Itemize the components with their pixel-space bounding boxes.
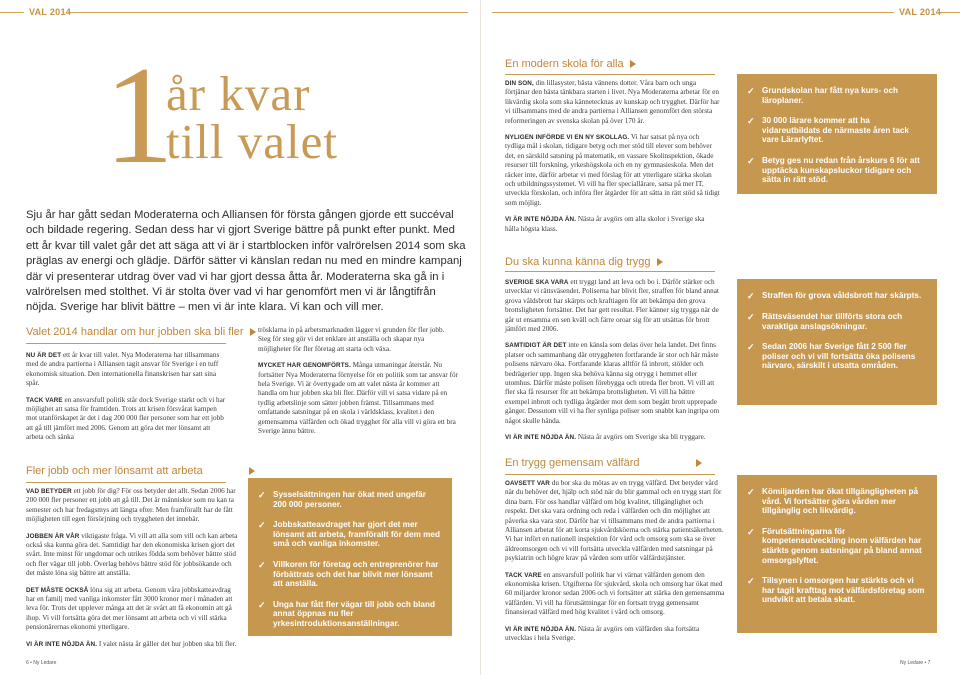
paragraph-text: en ansvarsfull politik har vi värnat välfärden genom den ekonomiska krisen. Utgifterna för sjukvård, skola och omsorg har ökat med 60 miljarder kronor sedan 2006 och vi fortsätter att stärka den gemensamma välfärden. Vi vill ha förutsättningar för en fortsatt trygg gemensamt finansierad välfärd med hög kvalitet i vård och omsorg. [505,570,725,617]
section-rule [505,74,715,75]
running-header-right: VAL 2014 [899,7,942,17]
paragraph [505,625,727,644]
paragraph-label: DIN SON, [505,80,534,87]
section-rule [26,343,226,344]
checkmark-icon: ✓ [747,155,755,166]
paragraph-text: löna sig att arbeta. Genom våra jobbskatteavdrag har en familj med vanliga inkomster fått 3000 kronor mer i månaden att leva för. Trots det upplever många att det är svårt att få ekonomin att gå ihop. Vi vill fortsätta göra det mer lönsamt att arbeta och vi vill stärka pensionärernas ekonomi ytterligare. [26,585,233,632]
running-header-left: VAL 2014 [29,7,72,17]
paragraph-label: VI ÄR INTE NÖJDA ÄN. [505,216,577,224]
section-heading-welfare [505,457,702,469]
hero-line-1: år kvar [166,66,311,121]
paragraph-text: Nästa år avgörs om Sverige ska bli tryggare. [577,433,706,442]
checkmark-icon: ✓ [747,526,755,537]
fact-text: Grundskolan har fått nya kurs- och läroplaner. [762,86,899,105]
paragraph-label: DET MÅSTE OCKSÅ [26,586,89,594]
fact-text: 30 000 lärare kommer att ha vidareutbildats de närmaste åren tack vare Lärarlyftet. [762,116,909,145]
paragraph-text: viktigaste fråga. Vi vill att alla som vill och kan arbeta också ska kunna göra det. Samtidigt har den ekonomiska krisen gjort det svårt. Inte minst för ungdomar och utrikes födda som behöver bättre stöd och fler vägar till jobb. Överlag behövs bättre stöd för jobbsökande och det måste löna sig bättre att anställa. [26,531,238,578]
fact-text: Sedan 2006 har Sverige fått 2 500 fler poliser och vi vill fortsätta öka polisens närvaro, särskilt i utsatta områden. [762,342,916,371]
paragraph [505,133,720,208]
jobs-col-1 [26,351,226,450]
fact-item [258,560,440,589]
arrow-right-icon [696,459,702,467]
fact-text: Villkoren för företag och entreprenörer har förbättrats och det har blivit mer lönsamt att anställa. [273,559,439,589]
paragraph-label: MYCKET HAR GENOMFÖRTS. [258,362,351,370]
section-rule [26,482,226,483]
arrow-right-icon [630,60,636,68]
section-heading-text: Valet 2014 handlar om hur jobben ska bli fler [26,326,244,338]
paragraph-text: I valet nästa år gäller det hur jobben ska bli fler. [98,639,237,648]
jobs-col-2 [258,326,458,443]
paragraph-text: Många utmaningar återstår. Nu fortsätter Nya Moderaterna förnyelse för en politik som tar ansvar för hela Sverige. Vi är övertygade om att valet nästa år kommer att handla om hur jobben ska bli fler. Därför vill vi satsa vidare på en tydlig arbetslinje som sätter jobben främst. Tillsammans med omfattande satsningar på en skola i världsklass, kvalitet i den gemensamma välfärden och ökad trygghet för alla vill vi göra ett bra Sverige ännu bättre. [258,361,458,436]
fact-item [747,487,925,516]
section-heading-text: Du ska kunna känna dig trygg [505,256,651,268]
arrow-right-icon [249,467,255,475]
fact-item [747,312,925,331]
paragraph-label: NYLIGEN INFÖRDE VI EN NY SKOLLAG. [505,134,630,142]
paragraph-label: TACK VARE [505,571,542,579]
checkmark-icon: ✓ [258,520,266,531]
fact-item [747,527,925,565]
fact-item [747,86,925,105]
facts-box-school [737,74,937,194]
fact-text: Förutsättningarna för kompetensutveckling inom välfärden har stärkts genom satsningar på bland annat omsorgslyftet. [762,526,922,565]
fact-text: Tillsynen i omsorgen har stärkts och vi har tagit krafttag mot välfärdsföretag som undvikit att betala skatt. [762,576,925,605]
fact-item [747,116,925,145]
fact-item [747,576,925,605]
header-rule [492,12,894,13]
safety-body [505,278,720,450]
page-footer-right: Ny Ledare • 7 [900,660,931,666]
checkmark-icon: ✓ [747,487,755,497]
checkmark-icon: ✓ [258,599,266,610]
paragraph [258,361,458,436]
section-heading-text: En modern skola för alla [505,58,624,70]
section-rule [505,474,715,475]
fact-item [747,291,925,301]
fact-item [258,600,440,629]
paragraph [505,215,720,234]
checkmark-icon: ✓ [747,312,755,322]
page-footer-left: 6 • Ny Ledare [26,660,57,666]
paragraph [26,487,238,525]
paragraph-label: VI ÄR INTE NÖJDA ÄN. [505,434,577,442]
arrow-right-icon [250,328,256,336]
paragraph [505,479,727,564]
fact-text: Betyg ges nu redan från årskurs 6 för att upptäcka kunskapsluckor tidigare och sätta in rätt stöd. [762,155,920,185]
fact-text: Kömiljarden har ökat tillgängligheten på vård. Vi fortsätter göra vården mer tillgänglig och likvärdig. [762,487,919,516]
checkmark-icon: ✓ [747,86,755,96]
facts-box-welfare [737,475,937,633]
paragraph-label: SVERIGE SKA VARA [505,279,569,286]
paragraph [505,79,720,126]
paragraph [26,351,226,389]
school-body [505,79,720,241]
paragraph-label: VI ÄR INTE NÖJDA ÄN. [505,625,577,633]
fact-text: Straffen för grova våldsbrott har skärpts. [762,291,922,300]
arrow-right-icon [657,258,663,266]
paragraph-label: NU ÄR DET [26,352,62,359]
paragraph-text: din lillasyster, bästa vännens dotter. Våra barn och unga förtjänar den bästa tänkbara starten i livet. Nya Moderaterna arbetar för en likvärdig skola som ska kännetecknas av kunskap och trygghet. Därför har vi tillsammans med de andra partierna i Alliansen genomfört den största reformeringen av svenska skolan på över 170 år. [505,79,720,125]
fact-item [747,342,925,371]
header-rule [938,12,960,13]
section-heading-text: En trygg gemensam välfärd [505,457,640,469]
fact-item [258,520,440,549]
paragraph-label: OAVSETT VAR [505,480,550,487]
paragraph [505,571,727,618]
checkmark-icon: ✓ [747,342,755,353]
fact-text: Sysselsättningen har ökat med ungefär 200 000 personer. [273,490,426,509]
checkmark-icon: ✓ [258,490,266,500]
paragraph-text: Vi har satsat på nya och tydliga mål i skolan, tidigare betyg och mer stöd till elever som behöver det, en särskild satsning på matematik, en vassare Skolinspektion, ökade resurser till forskning, yrkeshögskola och en ny gymnasieskola. Men det räcker inte, därför arbetar vi med förslag för att ytterligare stärka skolan och utbildningssystemet. Vi vill ha fler speciallärare, satsa på mer IT, utveckla förskolan, och införa fler åtgärder för att sätta in rätt stöd så tidigt som möjligt. [505,133,720,207]
facts-box-safety [737,279,937,405]
paragraph-text: en ansvarsfull politik står dock Sverige starkt och vi har möjlighet att satsa för framtiden. Trots att krisen försvårat kampen mot utanförskapet är det i dag 200 000 fler personer som har ett jobb att gå till jämfört med 2006. Genom att göra det mer lönsamt att arbeta och sänka [26,395,226,442]
paragraph-label: SAMTIDIGT ÄR DET [505,342,567,350]
section-heading-jobs [26,326,256,338]
paragraph-text: Nästa år avgörs om alla skolor i Sverige ska hålla högsta klass. [505,215,705,233]
header-rule [68,12,468,13]
more-jobs-body [26,487,238,656]
page-gutter [480,0,481,675]
fact-text: Jobbskatteavdraget har gjort det mer lönsamt att arbeta, framförallt för dem med små och vanliga inkomster. [273,520,440,549]
section-heading-safety [505,256,663,268]
paragraph-text: du bor ska du mötas av en trygg välfärd. Det betyder vård när du behöver det, hjälp och stöd när du blir gammal och en trygg start för dina barn. För oss handlar välfärd om hög kvalitet, tillgänglighet och respekt. Det ska vara ordning och reda i välfärden och din möjlighet att påverka ska vara stor. Därför har vi tillsammans med de andra partierna i Alliansen arbetat för att korta sjukvårdsköerna och stärka patientsäkerheten. Vi har infört en nationell inspektion för vård och omsorg som ska se över äldreomsorgen och vi vill fortsätta utveckla välfärden med satsningar på psykiatrin och högre krav på vården som utför välfärdstjänster. [505,479,724,563]
paragraph [505,433,720,442]
fact-item [747,156,925,185]
paragraph-label: VAD BETYDER [26,488,72,495]
section-rule [505,271,715,272]
lead-paragraph: Sju år har gått sedan Moderaterna och Alliansen för första gången gjorde ett succéval och bildade regering. Sedan dess har vi gjort Sverige bättre på punkt efter punkt. Med ett år kvar till valet går det att säga att vi är i startblocken inför valrörelsen 2014 som ska präglas av energi och glädje. Därför sätter vi känslan redan nu med en mindre kampanj där vi presenterar utdrag över vad vi har gjort dessa åtta år. Moderaterna ska gå in i valrörelsen med stolthet. Vi är stolta över vad vi har genomfört men vi är långtifrån nöjda. Sverige har blivit bättre – men vi är inte klara. Vi kan och vill mer. [26,209,466,314]
checkmark-icon: ✓ [747,116,755,127]
section-heading-school [505,58,636,70]
paragraph [505,341,720,426]
paragraph [26,640,238,649]
checkmark-icon: ✓ [747,291,755,301]
welfare-body [505,479,727,651]
section-heading-more-jobs [26,465,255,477]
facts-box-jobs [248,478,452,636]
hero-numeral: 1 [104,38,174,193]
hero-line-2: till valet [166,114,338,169]
header-rule [0,12,24,13]
paragraph-text: ett tryggt land att leva och bo i. Därför stärker och utvecklar vi rättsväsendet. Poliserna har blivit fler, straffen för bland annat grova våldsbrott har skärpts och kraftiagen för att bekämpa den grova brottsligheten fortsätter. Det har gett resultat. Fler känner sig trygga när de går ut ensamma en sen kväll och färre oroar sig för att utsättas för brott jämfört med 2006. [505,278,719,334]
paragraph-label: TACK VARE [26,396,63,404]
paragraph-text: inte en känsla som delas över hela landet. Det finns platser och sammanhang där otryggheten fortfarande är stor och här måste polisens närvaro öka. Fortfarande klaras alltför få inbrott, stölder och bedrägerier upp. Ingen ska behöva känna sig otrygg i hemmet eller utomhus. Därför måste polisen förebygga och utreda fler brott. Vi vill att fler ska få resurser för att bekämpa brottsligheten. Vi vill ha bättre exempel inbrott och tydliga åtgärder mot dem som begått brott upprepade gånger. Dessutom vill vi ha fler synliga poliser som snabbt kan ingripa om något skulle hända. [505,341,720,425]
paragraph [26,396,226,443]
checkmark-icon: ✓ [747,576,755,587]
paragraph [505,278,720,334]
section-heading-text: Fler jobb och mer lönsamt att arbeta [26,465,203,477]
paragraph-text: ett år kvar till valet. Nya Moderaterna har tillsammans med de andra partierna i Alliansen tagit ansvar för Sverige i en tuff ekonomisk situation. Den internationella finanskrisen har satt sina spår. [26,351,220,388]
paragraph [26,586,238,633]
fact-text: Unga har fått fler vägar till jobb och bland annat öppnas nu fler yrkesintroduktionsanställningar. [273,599,435,628]
fact-text: Rättsväsendet har tillförts stora och varaktiga anslagsökningar. [762,312,903,331]
paragraph [258,326,458,354]
checkmark-icon: ✓ [258,559,266,570]
paragraph-text: ett jobb för dig? För oss betyder det allt. Sedan 2006 har 200 000 fler personer ett jobb att gå till. Det är människor som nu kan ta semester och har fredagsmys att längta efter. Men framförallt har de fått möjligheten till egen försörjning och tryggheten det innebär. [26,487,236,524]
paragraph [26,532,238,579]
fact-item [258,490,440,509]
paragraph-label: VI ÄR INTE NÖJDA ÄN. [26,640,98,648]
paragraph-label: JOBBEN ÄR VÅR [26,532,80,540]
paragraph-text: Nästa år avgörs om välfärden ska fortsätta utvecklas i hela Sverige. [505,624,700,643]
paragraph-text: trösklarna in på arbetsmarknaden lägger vi grunden för fler jobb. Steg för steg gör vi det enklare att anställa och skapar nya möjligheter för fler företag att starta och växa. [258,326,445,353]
